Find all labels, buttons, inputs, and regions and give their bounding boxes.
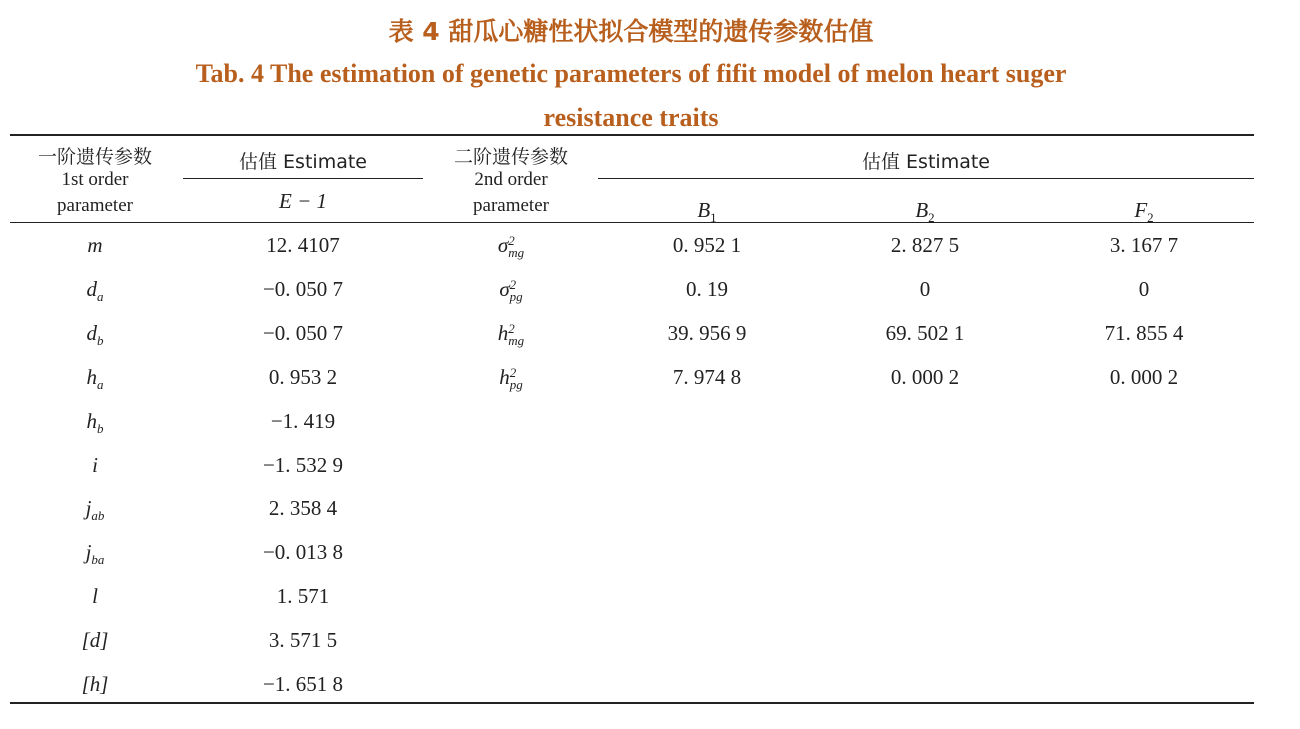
f2-h-mg: 71. 855 4 bbox=[1104, 321, 1184, 345]
param-sigma-mg: σ 2 mg bbox=[497, 233, 525, 261]
value-l: 1. 571 bbox=[276, 584, 330, 608]
header-estimate-1: 估值 Estimate bbox=[239, 151, 367, 173]
param-i: i bbox=[92, 453, 98, 477]
f2-sigma-mg: 3. 167 7 bbox=[1109, 233, 1179, 257]
header-first-order-en-2: parameter bbox=[57, 195, 133, 216]
b2-sigma-mg: 2. 827 5 bbox=[890, 233, 960, 257]
f2-h-pg: 0. 000 2 bbox=[1109, 365, 1179, 389]
param-h-mg: h 2 mg bbox=[497, 321, 525, 349]
value-d-bracket: 3. 571 5 bbox=[268, 628, 338, 652]
param-da: $d_a$ bbox=[86, 277, 104, 305]
param-h-pg: h 2 pg bbox=[499, 365, 523, 393]
estimate1-rule bbox=[183, 178, 423, 179]
param-sigma-pg: σ 2 pg bbox=[499, 277, 523, 305]
b2-sigma-pg: 0 bbox=[919, 277, 931, 301]
param-jba: $j_{ba}$ bbox=[85, 540, 105, 568]
header-second-order-en-2: parameter bbox=[473, 195, 549, 216]
param-db: $d_b$ bbox=[86, 321, 104, 349]
value-h-bracket: −1. 651 8 bbox=[262, 672, 344, 696]
header-first-order-cn: 一阶遗传参数 bbox=[37, 146, 152, 168]
value-ha: 0. 953 2 bbox=[268, 365, 338, 389]
value-m: 12. 4107 bbox=[266, 233, 340, 257]
b1-h-mg: 39. 956 9 bbox=[667, 321, 747, 345]
param-ha: $h_a$ bbox=[86, 365, 104, 393]
b1-sigma-pg: 0. 19 bbox=[686, 277, 728, 301]
value-i: −1. 532 9 bbox=[262, 453, 344, 477]
header-first-order-en-1: 1st order bbox=[61, 169, 129, 190]
header-estimate-1-sub: E − 1 bbox=[279, 189, 327, 213]
param-d-bracket: [d] bbox=[81, 628, 109, 652]
header-b1: $B_1$ bbox=[697, 198, 717, 226]
b1-h-pg: 7. 974 8 bbox=[672, 365, 742, 389]
estimate2-rule bbox=[598, 178, 1254, 179]
param-jab: $j_{ab}$ bbox=[85, 496, 105, 524]
b2-h-mg: 69. 502 1 bbox=[885, 321, 965, 345]
value-jab: 2. 358 4 bbox=[268, 496, 338, 520]
value-hb: −1. 419 bbox=[270, 409, 336, 433]
param-h-bracket: [h] bbox=[81, 672, 109, 696]
value-da: −0. 050 7 bbox=[262, 277, 344, 301]
param-hb: $h_b$ bbox=[86, 409, 104, 437]
header-b2: $B_2$ bbox=[915, 198, 935, 226]
top-rule bbox=[10, 134, 1254, 136]
b1-sigma-mg: 0. 952 1 bbox=[672, 233, 742, 257]
table-caption-cn: 表 4 甜瓜心糖性状拟合模型的遗传参数估值 bbox=[388, 17, 874, 46]
header-f2: $F_2$ bbox=[1134, 198, 1154, 226]
header-estimate-2: 估值 Estimate bbox=[862, 151, 990, 173]
value-jba: −0. 013 8 bbox=[262, 540, 344, 564]
param-m: m bbox=[87, 233, 103, 257]
value-db: −0. 050 7 bbox=[262, 321, 344, 345]
f2-sigma-pg: 0 bbox=[1138, 277, 1150, 301]
param-l: l bbox=[92, 584, 98, 608]
bottom-rule bbox=[10, 702, 1254, 704]
b2-h-pg: 0. 000 2 bbox=[890, 365, 960, 389]
header-second-order-cn: 二阶遗传参数 bbox=[453, 146, 568, 168]
table-caption-en: Tab. 4 The estimation of genetic parameters of fifit model of melon heart suger resistance traits bbox=[195, 59, 1067, 132]
header-second-order-en-1: 2nd order bbox=[474, 169, 548, 190]
